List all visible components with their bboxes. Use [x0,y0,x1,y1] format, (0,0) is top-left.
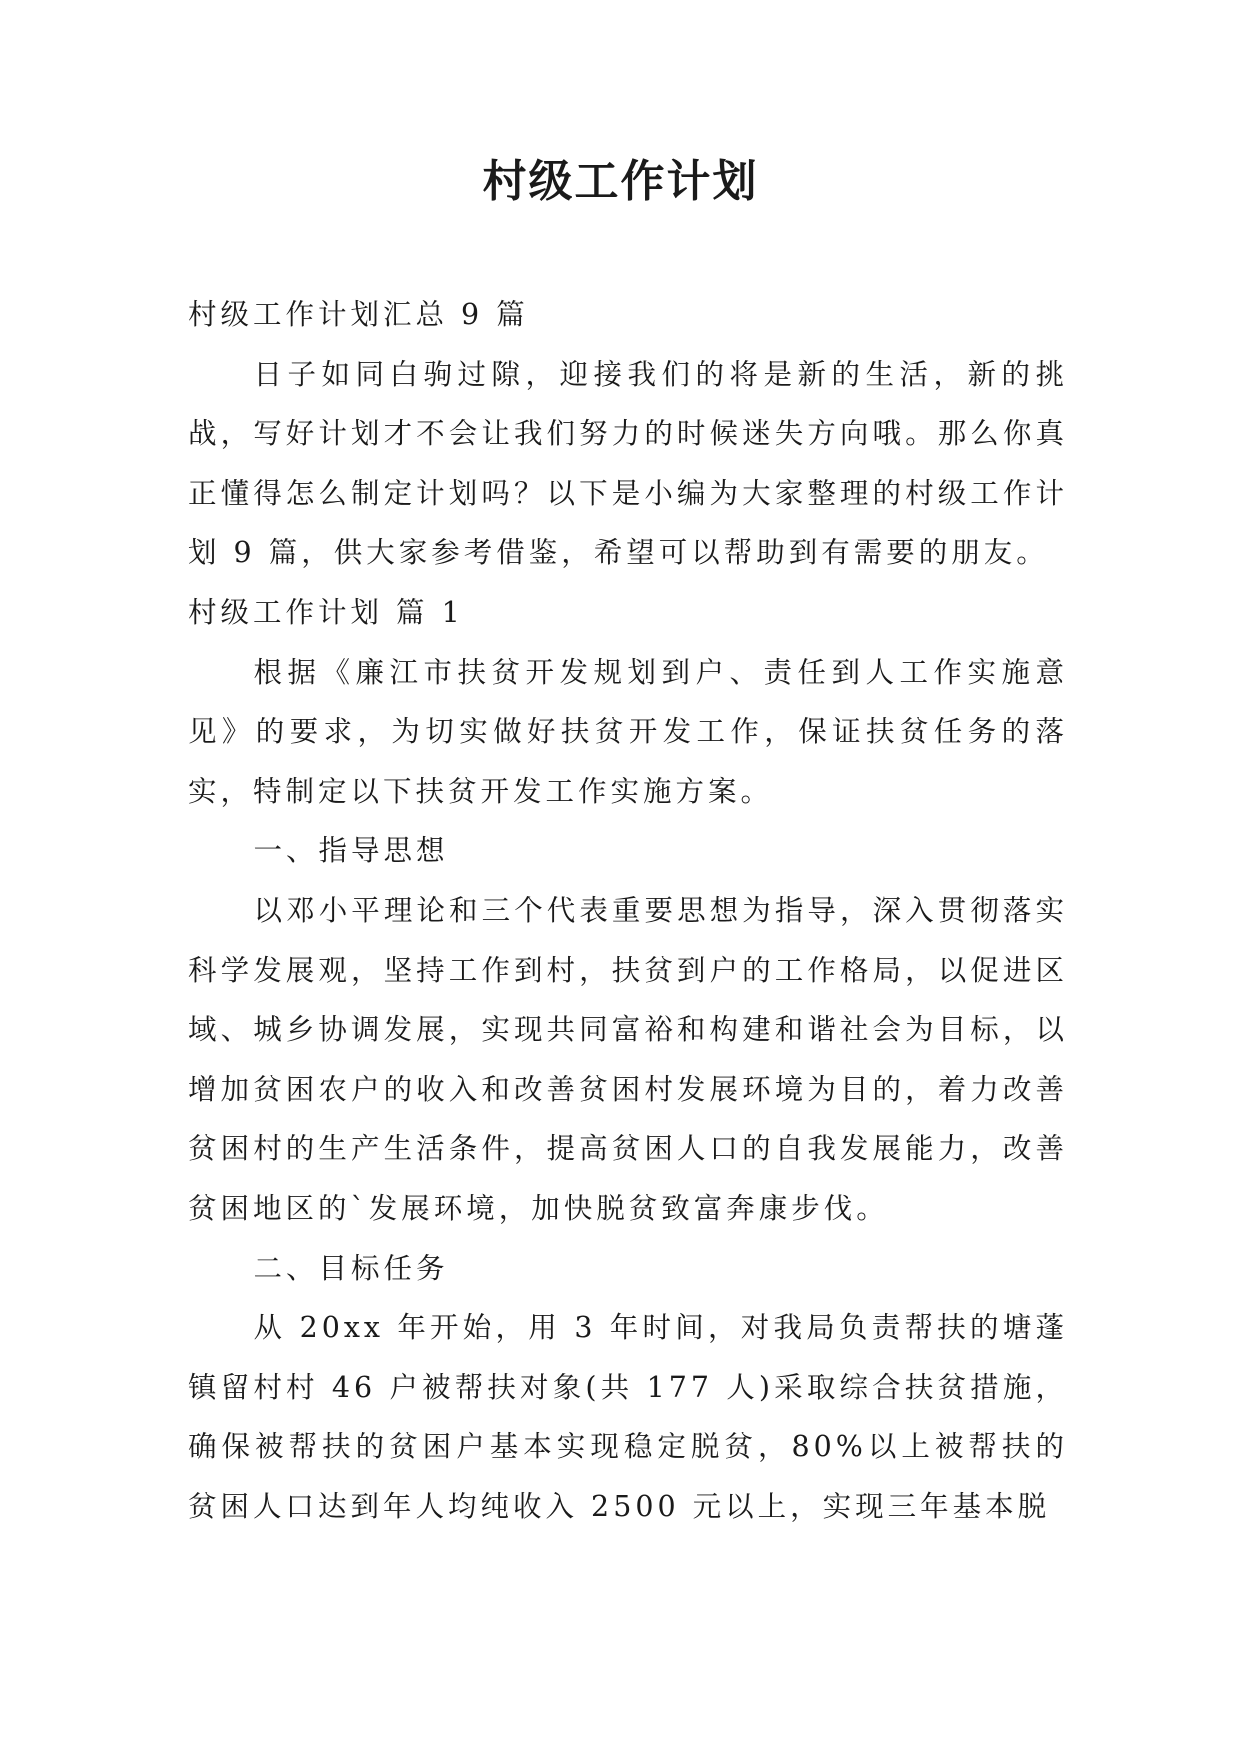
body-paragraph: 从 20xx 年开始，用 3 年时间，对我局负责帮扶的塘蓬镇留村村 46 户被帮扶对象(共 177 人)采取综合扶贫措施，确保被帮扶的贫困户基本实现稳定脱贫，80%以上被帮扶的贫困人口达到年人均纯收入 2500 元以上，实现三年基本脱 [188,1311,1068,1523]
document-body [188,285,1068,1536]
section-heading: 村级工作计划 篇 1 [188,595,464,629]
subheading-goals: 二、目标任务 [253,1251,449,1285]
body-paragraph: 根据《廉江市扶贫开发规划到户、责任到人工作实施意见》的要求，为切实做好扶贫开发工作，保证扶贫任务的落实，特制定以下扶贫开发工作实施方案。 [188,655,1068,808]
body-paragraph: 以邓小平理论和三个代表重要思想为指导，深入贯彻落实科学发展观，坚持工作到村，扶贫到户的工作格局，以促进区域、城乡协调发展，实现共同富裕和构建和谐社会为目标，以增加贫困农户的收入和改善贫困村发展环境为目的，着力改善贫困村的生产生活条件，提高贫困人口的自我发展能力，改善贫困地区的`发展环境，加快脱贫致富奔康步伐。 [188,893,1068,1225]
document-title: 村级工作计划 [482,156,759,207]
subheading-guiding-thought: 一、指导思想 [253,834,449,868]
intro-paragraph: 日子如同白驹过隙，迎接我们的将是新的生活，新的挑战，写好计划才不会让我们努力的时候迷失方向哦。那么你真正懂得怎么制定计划吗？以下是小编为大家整理的村级工作计划 9 篇，供大家参考借鉴，希望可以帮助到有需要的朋友。 [188,357,1068,570]
subtitle-line: 村级工作计划汇总 9 篇 [188,298,529,331]
